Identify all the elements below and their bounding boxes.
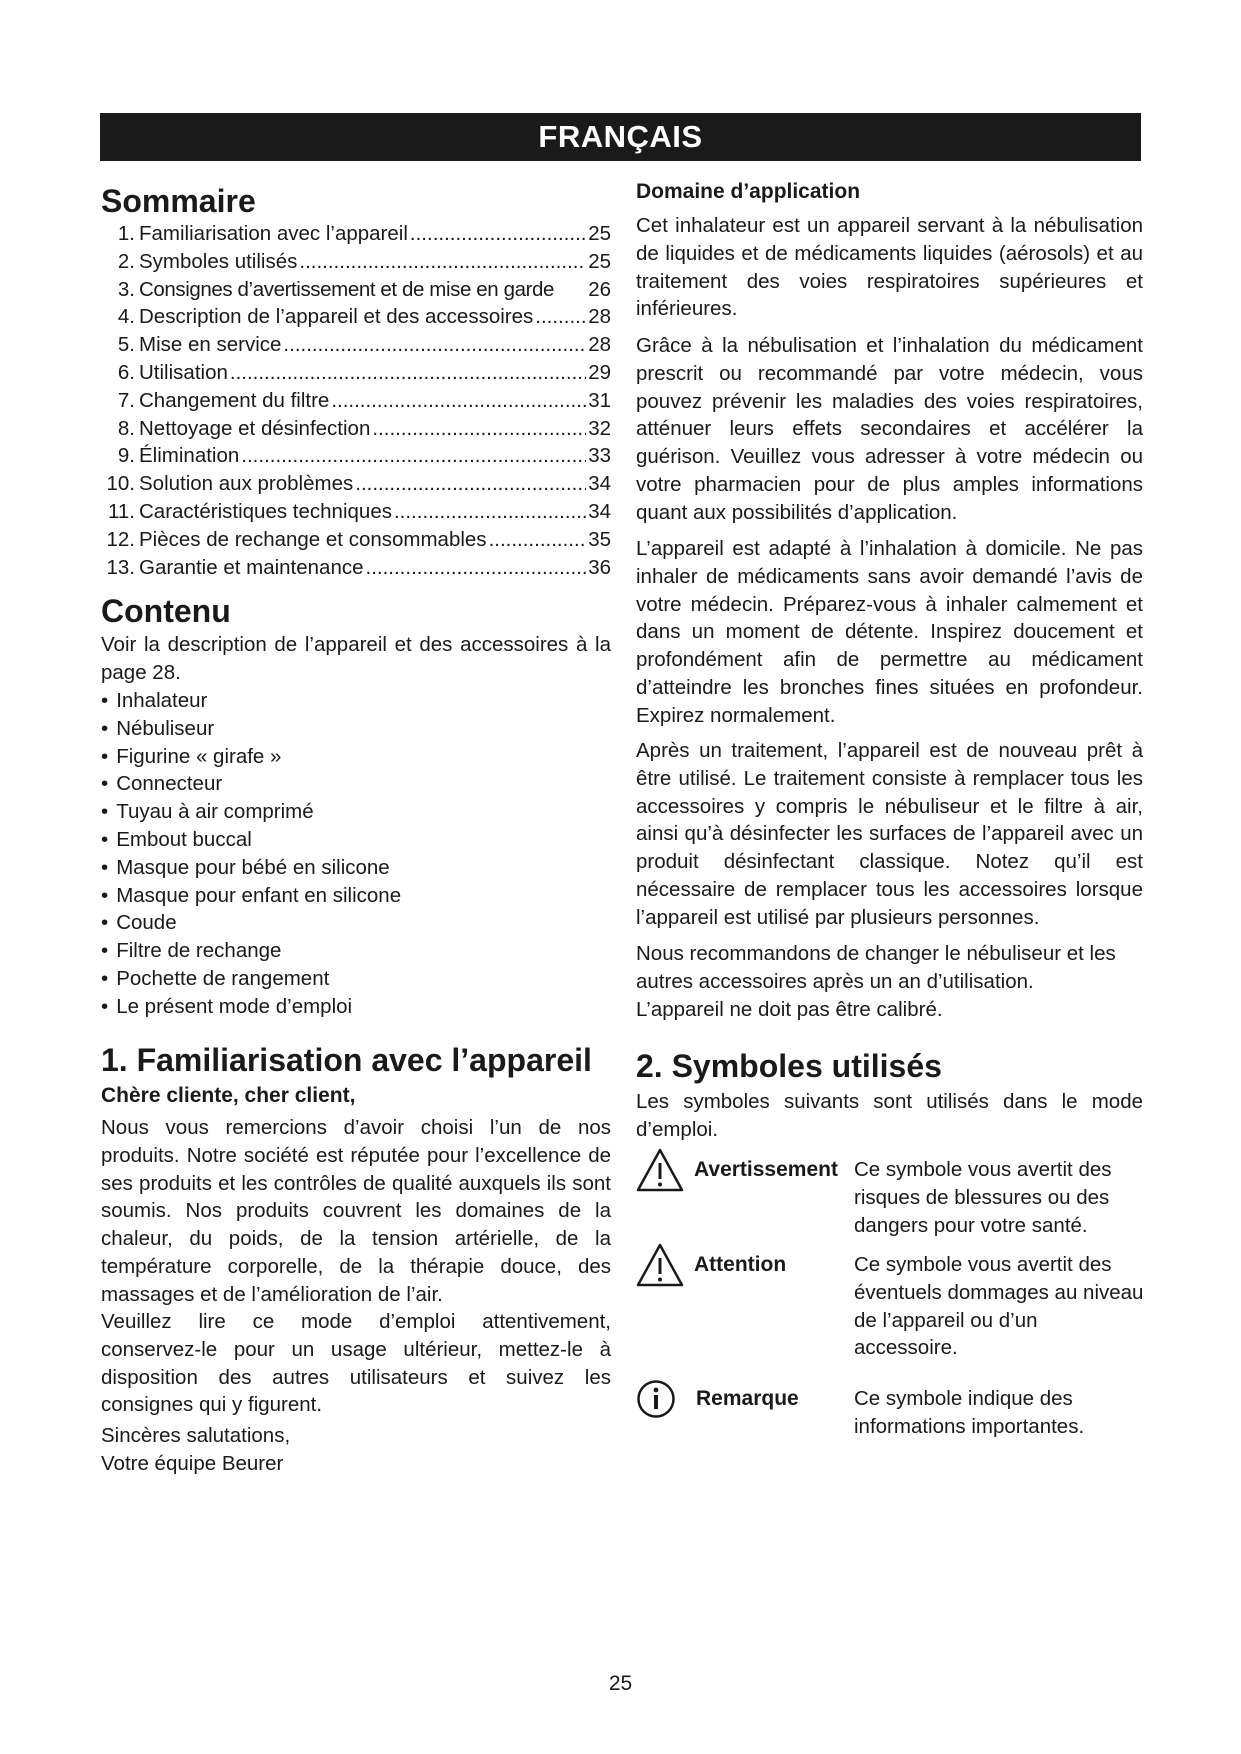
domaine-paragraph-4: Après un traitement, l’appareil est de nouveau prêt à être utilisé. Le traitement consiste à remplacer tous les accessoires y compris le nébuliseur et le filtre à air, ainsi qu’à désinfecter les surfaces de l’appareil avec un produit désinfectant classique. Notez qu’il est nécessaire de remplacer tous les accessoires lorsque l’appareil est utilisé par plusieurs personnes.	[636, 739, 1143, 929]
salutation-heading: Chère cliente, cher client,	[101, 1084, 356, 1107]
list-item: • Filtre de rechange	[101, 937, 611, 965]
toc-entry[interactable]: 7. Changement du filtre ..... 31	[101, 387, 611, 415]
symbol-description: Ce symbole indique des informations importantes.	[854, 1387, 1085, 1438]
symbol-label: Attention	[694, 1253, 787, 1276]
warning-triangle-icon	[636, 1243, 684, 1287]
symbol-remarque	[636, 1375, 1146, 1455]
toc-entry[interactable]: 10. Solution aux problèmes ..... 34	[101, 470, 611, 498]
toc-entry[interactable]: 8. Nettoyage et désinfection ..... 32	[101, 415, 611, 443]
domaine-paragraph-5: Nous recommandons de changer le nébuliseur et les autres accessoires après un an d’utilisation.	[636, 942, 1116, 993]
symbol-label: Remarque	[696, 1387, 799, 1410]
language-header-bar: FRANÇAIS	[100, 113, 1141, 161]
list-item: • Masque pour bébé en silicone	[101, 854, 611, 882]
domaine-paragraph-3: L’appareil est adapté à l’inhalation à domicile. Ne pas inhaler de médicaments sans avoir demandé l’avis de votre médecin. Préparez-vous à inhaler calmement et dans un moment de détente. Inspirez doucement et profondément afin de permettre au médicament d’atteindre les bronches fines situées en profondeur. Expirez normalement.	[636, 537, 1143, 727]
contenu-intro: Voir la description de l’appareil et des accessoires à la page 28.	[101, 633, 611, 684]
closing-greeting: Sincères salutations,	[101, 1424, 291, 1447]
domaine-paragraph-2: Grâce à la nébulisation et l’inhalation du médicament prescrit ou recommandé par votre médecin, vous pouvez prévenir les maladies des voies respiratoires, atténuer leurs effets secondaires et accélérer la guérison. Veuillez vous adresser à votre médecin ou votre pharmacien pour de plus amples informations quant aux possibilités d’application.	[636, 334, 1143, 524]
list-item: • Figurine « girafe »	[101, 743, 611, 771]
page-number: 25	[608, 1672, 633, 1695]
symbol-avertissement	[636, 1148, 1146, 1238]
symbol-label: Avertissement	[694, 1158, 838, 1181]
domaine-paragraph-1: Cet inhalateur est un appareil servant à la nébulisation de liquides et de médicaments liquides (aérosols) et au traitement des voies respiratoires supérieures et inférieures.	[636, 214, 1143, 321]
list-item: • Connecteur	[101, 770, 611, 798]
toc-entry[interactable]: 12. Pièces de rechange et consommables ..... 35	[101, 526, 611, 554]
contenu-list	[101, 687, 611, 1021]
toc-entry[interactable]: 2. Symboles utilisés ..... 25	[101, 248, 611, 276]
familiarisation-title: 1. Familiarisation avec l’appareil	[101, 1042, 592, 1078]
toc-entry[interactable]: 6. Utilisation ..... 29	[101, 359, 611, 387]
sommaire-title: Sommaire	[101, 183, 256, 219]
list-item: • Embout buccal	[101, 826, 611, 854]
list-item: • Coude	[101, 909, 611, 937]
list-item: • Masque pour enfant en silicone	[101, 882, 611, 910]
list-item: • Pochette de rangement	[101, 965, 611, 993]
toc-entry[interactable]: 5. Mise en service ..... 28	[101, 331, 611, 359]
toc-entry[interactable]: 13. Garantie et maintenance ..... 36	[101, 554, 611, 582]
toc-entry[interactable]: 9. Élimination ..... 33	[101, 442, 611, 470]
list-item: • Nébuliseur	[101, 715, 611, 743]
toc-entry[interactable]: 11. Caractéristiques techniques ..... 34	[101, 498, 611, 526]
table-of-contents	[101, 220, 611, 581]
toc-entry[interactable]: 1. Familiarisation avec l’appareil ..... 25	[101, 220, 611, 248]
info-circle-icon	[636, 1379, 676, 1419]
list-item: • Inhalateur	[101, 687, 611, 715]
list-item: • Le présent mode d’emploi	[101, 993, 611, 1021]
familiarisation-paragraph-2: Veuillez lire ce mode d’emploi attentivement, conservez-le pour un usage ultérieur, mettez-le à disposition des autres utilisateurs et suivez les consignes qui y figurent.	[101, 1310, 611, 1417]
familiarisation-paragraph-1: Nous vous remercions d’avoir choisi l’un de nos produits. Notre société est réputée pour l’excellence de ses produits et les contrôles de qualité auxquels ils sont soumis. Nos produits couvrent les domaines de la chaleur, du poids, de la tension artérielle, de la température corporelle, de la thérapie douce, des massages et de l’amélioration de l’air.	[101, 1116, 611, 1306]
contenu-title: Contenu	[101, 593, 231, 629]
warning-triangle-icon	[636, 1148, 684, 1192]
symbol-attention	[636, 1243, 1146, 1363]
symboles-title: 2. Symboles utilisés	[636, 1048, 942, 1084]
domaine-paragraph-6: L’appareil ne doit pas être calibré.	[636, 998, 943, 1021]
domaine-title: Domaine d’application	[636, 180, 861, 203]
toc-entry[interactable]: 3. Consignes d’avertissement et de mise en garde 26	[117, 277, 611, 301]
closing-signature: Votre équipe Beurer	[101, 1452, 284, 1475]
symbol-description: Ce symbole vous avertit des risques de blessures ou des dangers pour votre santé.	[854, 1158, 1112, 1237]
symbol-description: Ce symbole vous avertit des éventuels dommages au niveau de l’appareil ou d’un accessoire.	[854, 1253, 1144, 1360]
symboles-intro: Les symboles suivants sont utilisés dans le mode d’emploi.	[636, 1090, 1143, 1141]
toc-entry[interactable]: 4. Description de l’appareil et des accessoires ..... 28	[101, 303, 611, 331]
list-item: • Tuyau à air comprimé	[101, 798, 611, 826]
